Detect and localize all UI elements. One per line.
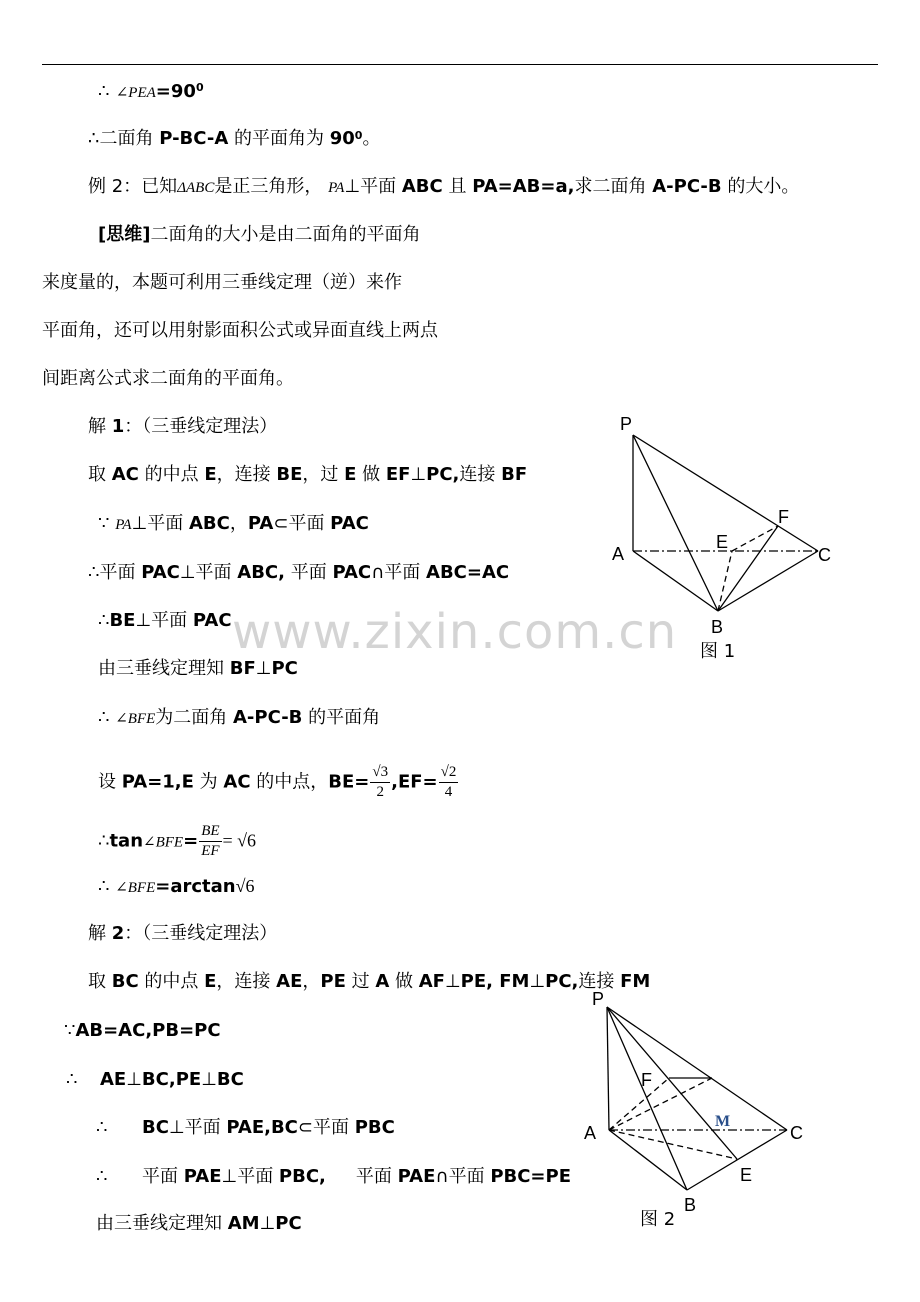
fraction-ef: $\frac{√2}{4}$ bbox=[440, 764, 457, 800]
fig1-edge-AB bbox=[633, 551, 718, 611]
line-15: 设 PA=1,E 为 AC 的中点，BE= $\frac{√3}{2}$ ,EF= $\frac{√2}{4}$ bbox=[98, 764, 457, 800]
figure-1 bbox=[600, 405, 840, 670]
line-5: 来度量的，本题可利用三垂线定理（逆）来作 bbox=[42, 272, 402, 293]
fraction-tan: $\frac{BE}{EF}$ bbox=[201, 823, 220, 859]
figure-2 bbox=[572, 985, 832, 1235]
line-20: ∵AB=AC,PB=PC bbox=[64, 1020, 221, 1041]
line-1: ∴ $\angle PEA=90^0$ bbox=[98, 81, 204, 102]
line-21: ∴ AE⊥BC,PE⊥BC bbox=[66, 1069, 244, 1090]
line-22: ∴ BC⊥平面 PAE,BC⊂平面 PBC bbox=[96, 1117, 395, 1138]
fig2-label-B: B bbox=[684, 1195, 697, 1215]
line-16: ∴tan∠BFE= $\frac{BE}{EF}$ = √6 bbox=[98, 823, 257, 859]
line-2: ∴二面角 P-BC-A 的平面角为 $90^0$。 bbox=[88, 128, 381, 149]
header-rule bbox=[42, 64, 878, 65]
line-19: 取 BC 的中点 E，连接 AE，PE 过 A 做 AF⊥PE, FM⊥PC,连接 FM bbox=[88, 971, 651, 992]
fig2-label-M: M bbox=[715, 1113, 731, 1130]
fig2-edge-AM bbox=[609, 1078, 712, 1130]
fig2-caption: 图 2 bbox=[640, 1209, 676, 1230]
fig1-label-C: C bbox=[818, 545, 831, 565]
line-10: ∵ PA⊥平面 ABC，PA⊂平面 PAC bbox=[98, 513, 369, 534]
line-7: 间距离公式求二面角的平面角。 bbox=[42, 368, 294, 389]
line-12: ∴BE⊥平面 PAC bbox=[98, 610, 232, 631]
line-11: ∴平面 PAC⊥平面 ABC, 平面 PAC∩平面 ABC=AC bbox=[88, 562, 510, 583]
fig2-edge-PA bbox=[607, 1007, 609, 1130]
fraction-be: $\frac{√3}{2}$ bbox=[372, 764, 389, 800]
fig1-edge-BC bbox=[718, 551, 818, 611]
fig2-edge-AF bbox=[609, 1078, 669, 1130]
fig1-edge-EF bbox=[732, 526, 778, 551]
fig1-caption: 图 1 bbox=[700, 641, 736, 662]
line-3: 例 2：已知ΔABC是正三角形， PA⊥平面 ABC 且 PA=AB=a,求二面角 A-PC-B 的大小。 bbox=[88, 176, 800, 197]
fig2-label-E: E bbox=[740, 1165, 753, 1185]
line-17: ∴ ∠BFE=arctan√6 bbox=[98, 876, 255, 897]
fig2-label-F: F bbox=[641, 1070, 652, 1090]
fig2-label-P: P bbox=[592, 989, 605, 1009]
fig1-label-P: P bbox=[620, 414, 633, 434]
fig1-label-F: F bbox=[778, 507, 789, 527]
line-4: [思维]二面角的大小是由二面角的平面角 bbox=[98, 224, 421, 245]
fig1-label-E: E bbox=[716, 532, 729, 552]
fig2-edge-BC bbox=[687, 1130, 787, 1190]
fig2-label-A: A bbox=[584, 1123, 597, 1143]
line-23: ∴ 平面 PAE⊥平面 PBC, 平面 PAE∩平面 PBC=PE bbox=[96, 1166, 572, 1187]
watermark: www.zixin.com.cn bbox=[232, 604, 678, 660]
fig1-label-A: A bbox=[612, 544, 625, 564]
line-14: ∴ ∠BFE为二面角 A-PC-B 的平面角 bbox=[98, 707, 381, 728]
line-18: 解 2：（三垂线定理法） bbox=[88, 923, 278, 944]
fig2-label-C: C bbox=[790, 1123, 803, 1143]
line-13: 由三垂线定理知 BF⊥PC bbox=[98, 658, 298, 679]
line-8: 解 1：（三垂线定理法） bbox=[88, 416, 278, 437]
fig1-label-B: B bbox=[711, 617, 724, 637]
line-24: 由三垂线定理知 AM⊥PC bbox=[96, 1213, 302, 1234]
line-6: 平面角，还可以用射影面积公式或异面直线上两点 bbox=[42, 320, 438, 341]
line-9: 取 AC 的中点 E，连接 BE，过 E 做 EF⊥PC,连接 BF bbox=[88, 464, 528, 485]
